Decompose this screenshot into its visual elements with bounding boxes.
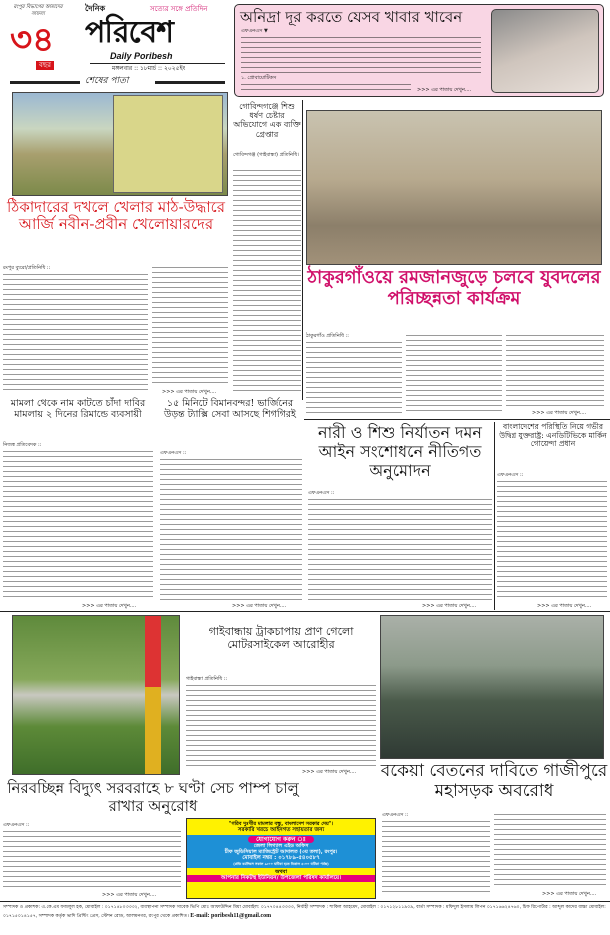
photo-sleeping-woman	[491, 9, 599, 93]
ad-address: চীফ জুডিসিয়াল ম্যাজিস্ট্রেট আদালত (৩য় তলা), রংপুর।	[224, 849, 338, 855]
byline: এফএনএস ::	[308, 490, 335, 496]
article-body	[506, 333, 604, 408]
article-body	[497, 479, 607, 601]
masthead-slogan: রংপুর বিভাগের আমাদের সাফল্য	[13, 4, 63, 17]
signboard	[113, 95, 223, 193]
byline: গোবিন্দগঞ্জ (গাইবান্ধা) প্রতিনিধি।	[233, 152, 301, 158]
continued-link[interactable]: >>> এর পাতায় দেখুন....	[542, 891, 597, 897]
newspaper-title: পরিবেশ	[85, 15, 173, 50]
headline[interactable]: বকেয়া বেতনের দাবিতে গাজীপুরে মহাসড়ক অবরোধ	[380, 761, 608, 801]
continued-link[interactable]: >>> এর পাতায় দেখুন....	[162, 389, 217, 395]
continued-link[interactable]: >>> এর পাতায় দেখুন....	[302, 769, 357, 775]
ad-hours: (প্রতি কর্মদিবস সকাল ৯:০০ ঘটিকা হতে বিকাল ৫:০০ ঘটিকা পর্যন্ত)	[233, 862, 329, 866]
email-link[interactable]: E-mail: poribesh11@gmail.com	[190, 913, 272, 919]
headline[interactable]: ঠাকুরগাঁওয়ে রমজানজুড়ে চলবে যুবদলের পরিচ্ছন্নতা কার্যক্রম	[307, 267, 601, 309]
headline[interactable]: মামলা থেকে নাম কাটতে চাঁদা দাবির মামলায় ২ দিনের রিমান্ডে ব্যবসায়ী	[10, 398, 146, 420]
headline[interactable]: বাংলাদেশের পরিস্থিতি নিয়ে গভীর উদ্বিগ্ন যুক্তরাষ্ট্র: এনডিটিভিকে মার্কিন গোয়েন্দা প্রধান	[499, 422, 607, 449]
article-body	[3, 829, 181, 891]
article-insomnia	[234, 4, 604, 97]
continued-link[interactable]: >>> এর পাতায় দেখুন....	[232, 603, 287, 609]
ad-mobile: মোবাইল নম্বর : ০১৭৮৯-৫৪০৫৮৭	[242, 855, 320, 861]
article-body	[186, 683, 376, 767]
divider	[304, 419, 610, 420]
ad-subline: সরকারি খরচে আইনগত সহায়তার জন্য	[237, 827, 325, 833]
continued-link[interactable]: >>> এর পাতায় দেখুন....	[532, 410, 587, 416]
newspaper-title-small: দৈনিক	[85, 4, 106, 13]
byline: গাইবান্ধা প্রতিনিধি ::	[186, 676, 228, 682]
ad-office: জেলা লিগ্যাল এইড অফিস	[253, 843, 309, 849]
headline[interactable]: অনিদ্রা দূর করতে যেসব খাবার খাবেন	[240, 8, 463, 26]
photo-cleanup-volunteers	[306, 110, 602, 265]
article-body	[152, 265, 228, 387]
page-name: শেষের পাতা	[85, 76, 129, 86]
headline[interactable]: নিরবচ্ছিন্ন বিদ্যুৎ সরবরাহে ৮ ঘণ্টা সেচ পাম্প চালু রাখার অনুরোধ	[3, 779, 303, 815]
byline: এফএনএস ▼	[241, 28, 268, 34]
article-body	[406, 333, 502, 414]
ad-contact-panel	[187, 835, 375, 868]
column-divider	[302, 100, 303, 400]
headline[interactable]: ১৫ মিনিটে বিমানবন্দর! ভার্জিনের উড়ন্ত ট্যাক্সি সেবা আসছে শিগগিরই	[164, 398, 296, 420]
photo-irrigation-pump	[12, 615, 180, 775]
headline[interactable]: গাইবান্ধায় ট্রাকচাপায় প্রাণ গেলো মোটরসাইকেল আরোহীর	[208, 625, 354, 651]
anniversary-number: ৩৪	[10, 20, 55, 60]
article-body	[160, 457, 302, 601]
newspaper-title-english: Daily Poribesh	[110, 51, 173, 61]
continued-link[interactable]: >>> এর পাতায় দেখুন....	[102, 892, 157, 898]
divider	[0, 611, 610, 612]
ad-contact-label: যোগাযোগ করুন ঃ	[248, 836, 314, 843]
headline[interactable]: ঠিকাদারের দখলে খেলার মাঠ-উদ্ধারে আর্জি নবীন-প্রবীন খেলোয়ারদের	[7, 198, 225, 234]
headline[interactable]: গোবিন্দগঞ্জে শিশু ধর্ষণ চেষ্টার অভিযোগে এক ব্যক্তি গ্রেপ্তার	[233, 102, 301, 139]
imprint-text: সম্পাদক ও প্রকাশক: এ.কে.এম ফজলুল হক, মোবাইল : ০১৭১৪৮০৩৩৩২, ব্যবস্থাপনা সম্পাদক সাবেক ভিপি মোঃ আফাউদ্দিন মিয়া মোবাইল: ০১৭৭০৪৪৩৩৩৩, নির্বাহী সম্পাদক : শাকিল আহমেদ, মোবাইল : ০১৭১২৮১১৯০৯, বার্তা সম্পাদক : মফিদুল ইসলাম লিপন ০১৭১৬৬২৪৭৬০, চিফ রিপোর্টার : আব্দুল কাদের বাচ্চা মোবাইল: ০১৭১৫০১৪১৫৭, সম্পাদক কর্তৃক ভাদি প্রিন্টিং প্রেস, স্টেশন রোড, আলমনগর, রংপুর থেকে প্রকাশিত।	[3, 905, 606, 919]
masthead	[0, 0, 230, 90]
continued-link[interactable]: >>> এর পাতায় দেখুন....	[537, 603, 592, 609]
byline: রংপুর ব্যুরো/প্রতিনিধি ::	[3, 265, 51, 271]
continued-link[interactable]: >>> এর পাতায় দেখুন....	[417, 87, 472, 93]
byline: এফএনএস ::	[497, 472, 524, 478]
byline: নিজস্ব প্রতিবেদক ::	[3, 442, 42, 448]
ad-alternative: আপনার নিকটস্থ ইউনিয়ন/ উপজেলা পরিষদ কার্যালয়ে।	[187, 875, 375, 882]
pump-pillar	[145, 616, 161, 774]
byline: এফএনএস ::	[3, 822, 30, 828]
divider	[90, 63, 225, 64]
photo-signboard-field	[12, 92, 228, 196]
article-body	[494, 812, 606, 889]
divider	[0, 901, 610, 902]
divider	[10, 81, 80, 84]
continued-link[interactable]: >>> এর পাতায় দেখুন....	[422, 603, 477, 609]
photo-highway-blockade	[380, 615, 604, 759]
footer-imprint	[3, 904, 607, 921]
article-body	[3, 449, 153, 601]
article-body	[3, 272, 148, 394]
ad-slogan: "গরিব দুঃখীর মামলার বন্ধু, বাংলাদেশ সরকার দেয়"।	[228, 821, 334, 827]
article-body	[233, 168, 301, 394]
article-body	[241, 82, 411, 92]
article-body	[241, 35, 481, 73]
byline: ঠাকুরগাঁও প্রতিনিধি ::	[306, 333, 349, 339]
legal-aid-advertisement	[186, 818, 376, 899]
byline: এফএনএস ::	[382, 812, 409, 818]
article-body	[308, 497, 492, 601]
headline[interactable]: নারী ও শিশু নির্যাতন দমন আইন সংশোধনে নীতিগত অনুমোদন	[318, 423, 482, 480]
subhead: ১. প্রোবায়োটিকস	[241, 75, 277, 81]
tagline: সত্যের সঙ্গে প্রতিদিন	[150, 5, 208, 13]
article-body	[306, 340, 402, 414]
column-divider	[494, 422, 495, 610]
divider	[155, 81, 225, 84]
issue-date: মঙ্গলবার :: ১৮মার্চ :: ২০২৫ইং	[112, 65, 186, 72]
article-body	[382, 819, 490, 895]
continued-link[interactable]: >>> এর পাতায় দেখুন....	[82, 603, 137, 609]
ad-or: অথবা	[275, 869, 287, 875]
byline: এফএনএস ::	[160, 450, 187, 456]
anniversary-label: বছর	[36, 61, 54, 70]
